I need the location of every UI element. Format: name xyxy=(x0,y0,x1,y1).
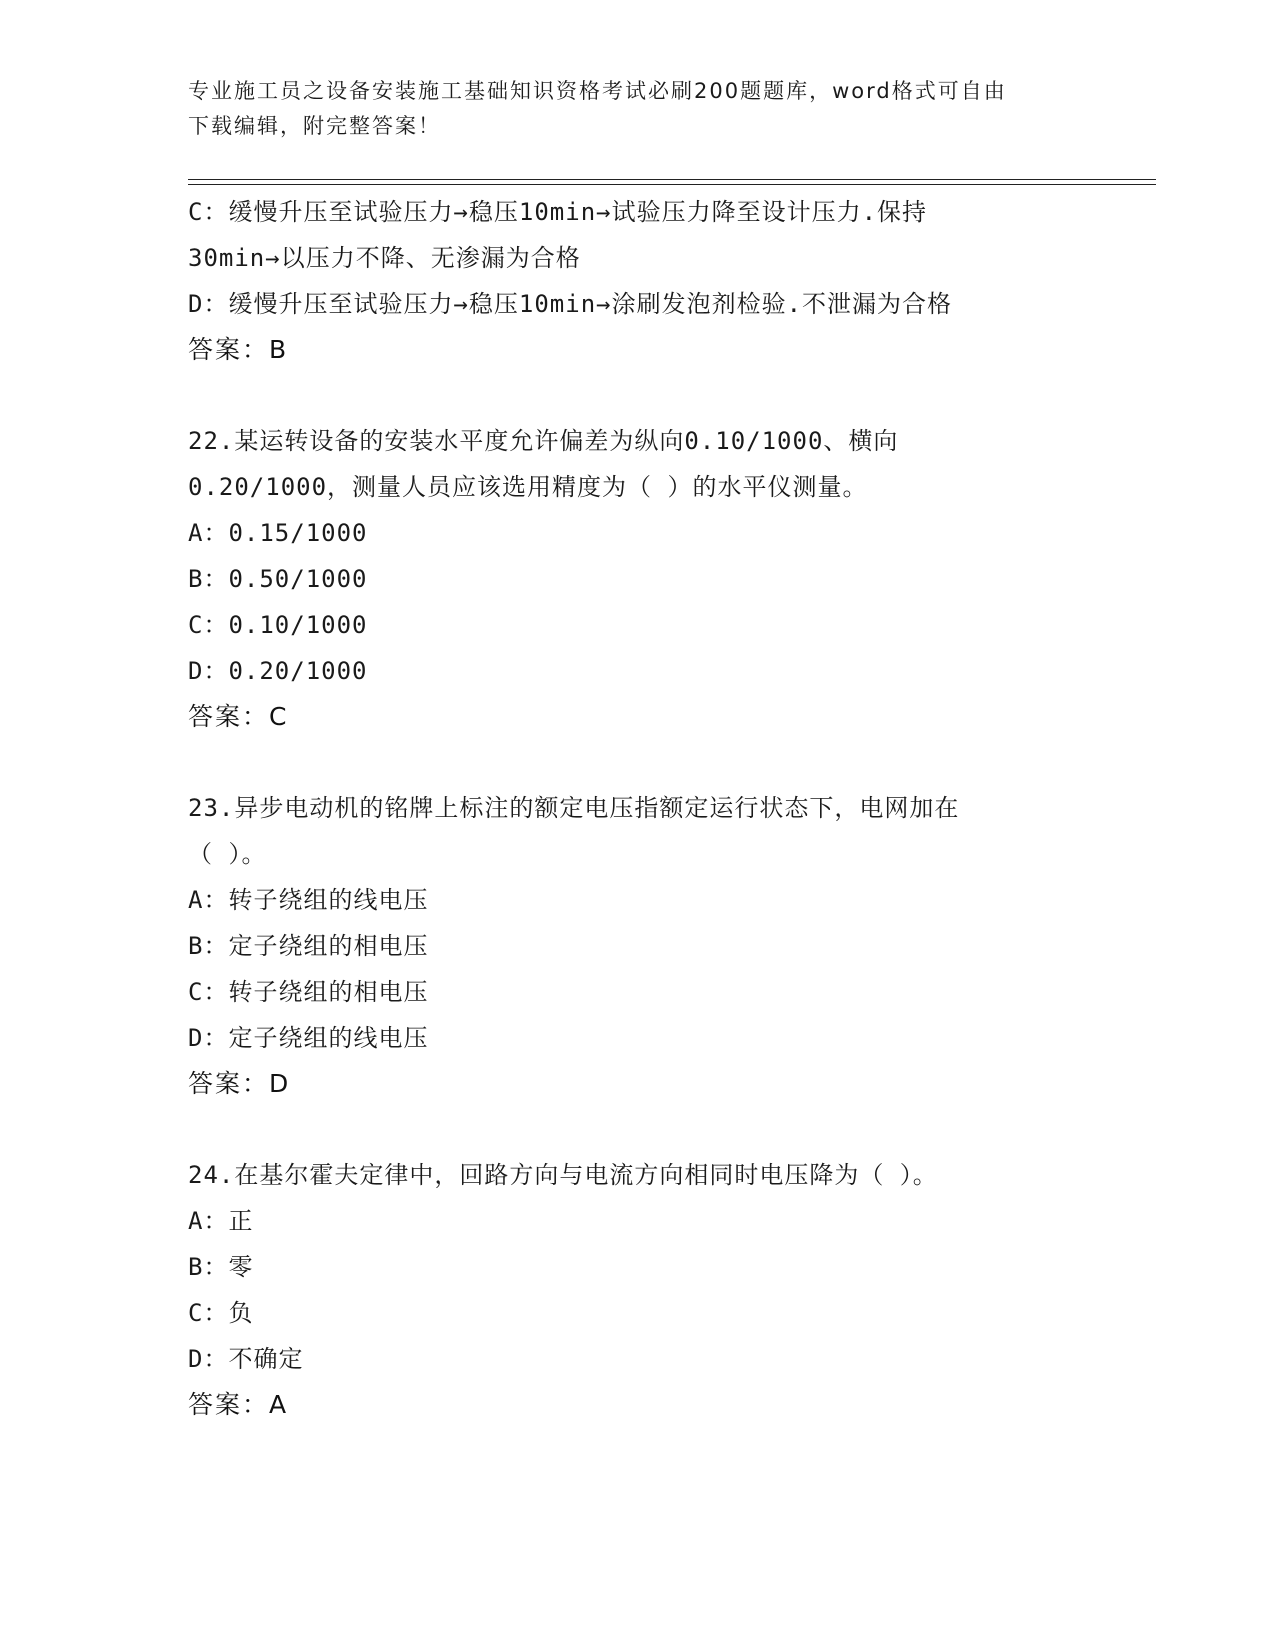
header-divider-top xyxy=(188,179,1156,180)
option-d: D：不确定 xyxy=(188,1345,304,1373)
question-stem-line-1: 22.某运转设备的安装水平度允许偏差为纵向0.10/1000、横向 xyxy=(188,427,899,455)
header-divider-bottom xyxy=(188,184,1156,185)
spacer xyxy=(188,373,1088,418)
option-d: D：0.20/1000 xyxy=(188,657,368,685)
spacer xyxy=(188,740,1088,785)
spacer xyxy=(188,1107,1088,1152)
option-c: C：转子绕组的相电压 xyxy=(188,978,429,1006)
header-line-1: 专业施工员之设备安装施工基础知识资格考试必刷200题题库，word格式可自由 xyxy=(188,79,1007,103)
header-line-2: 下载编辑，附完整答案！ xyxy=(188,114,441,138)
option-d: D：定子绕组的线电压 xyxy=(188,1024,429,1052)
answer: 答案：B xyxy=(188,335,289,364)
question-list xyxy=(188,189,1088,1428)
question-stem-line-2: 0.20/1000，测量人员应该选用精度为（ ）的水平仪测量。 xyxy=(188,473,868,501)
question-stem-line-1: 23.异步电动机的铭牌上标注的额定电压指额定运行状态下，电网加在 xyxy=(188,794,960,822)
answer: 答案：D xyxy=(188,1069,291,1098)
option-a: A：0.15/1000 xyxy=(188,519,368,547)
option-a: A：正 xyxy=(188,1207,254,1235)
option-c: C：负 xyxy=(188,1299,254,1327)
option-a: A：转子绕组的线电压 xyxy=(188,886,429,914)
option-c-line-2: 30min→以压力不降、无渗漏为合格 xyxy=(188,244,581,272)
option-b: B：零 xyxy=(188,1253,254,1281)
answer: 答案：C xyxy=(188,702,289,731)
question-22 xyxy=(188,418,1088,740)
question-stem-line-1: 24.在基尔霍夫定律中，回路方向与电流方向相同时电压降为（ ）。 xyxy=(188,1161,938,1189)
question-stem-line-2: （ ）。 xyxy=(188,840,267,868)
option-d: D：缓慢升压至试验压力→稳压10min→涂刷发泡剂检验.不泄漏为合格 xyxy=(188,290,953,318)
option-b: B：0.50/1000 xyxy=(188,565,368,593)
option-c: C：0.10/1000 xyxy=(188,611,368,639)
question-24 xyxy=(188,1152,1088,1428)
option-c-line-1: C：缓慢升压至试验压力→稳压10min→试验压力降至设计压力.保持 xyxy=(188,198,928,226)
document-header xyxy=(188,74,1068,144)
question-21-tail xyxy=(188,189,1088,373)
question-23 xyxy=(188,785,1088,1107)
option-b: B：定子绕组的相电压 xyxy=(188,932,429,960)
answer: 答案：A xyxy=(188,1390,289,1419)
